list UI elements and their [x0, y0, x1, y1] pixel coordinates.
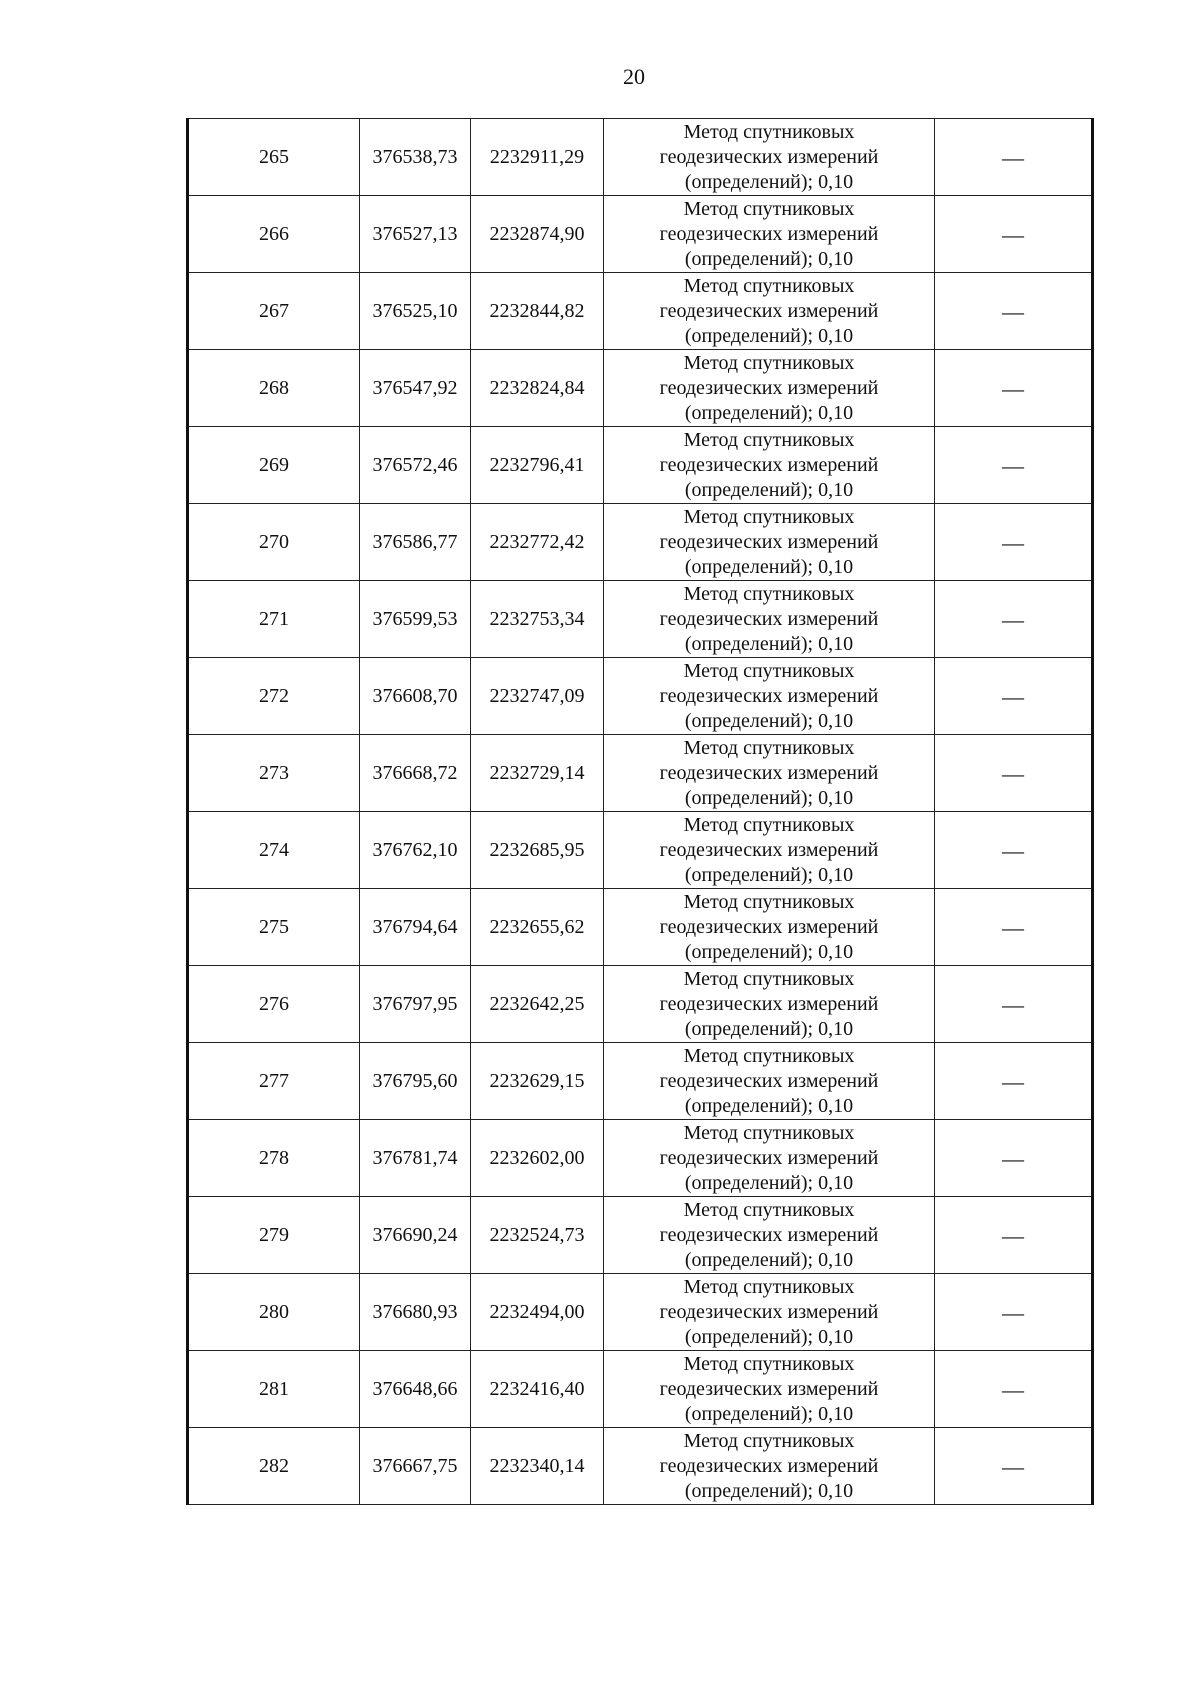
- method-line: (определений); 0,10: [684, 1248, 854, 1271]
- point-number-cell: 272: [188, 658, 360, 735]
- method-line: геодезических измерений: [659, 607, 879, 630]
- x-coordinate-cell: 376795,60: [360, 1043, 471, 1120]
- table-row: [188, 1120, 1093, 1197]
- y-coordinate-cell: 2232642,25: [471, 966, 604, 1043]
- method-line: Метод спутниковых: [683, 120, 855, 143]
- method-line: Метод спутниковых: [683, 1275, 855, 1298]
- page-number: 20: [623, 64, 645, 89]
- method-line: (определений); 0,10: [684, 170, 854, 193]
- method-cell: [604, 273, 935, 350]
- method-line: геодезических измерений: [659, 1146, 879, 1169]
- method-line: геодезических измерений: [659, 838, 879, 861]
- method-line: геодезических измерений: [659, 376, 879, 399]
- method-cell: [604, 735, 935, 812]
- y-coordinate-cell: 2232729,14: [471, 735, 604, 812]
- table-row: [188, 504, 1093, 581]
- point-number-cell: 281: [188, 1351, 360, 1428]
- x-coordinate-cell: 376797,95: [360, 966, 471, 1043]
- method-line: (определений); 0,10: [684, 940, 854, 963]
- method-cell: [604, 119, 935, 196]
- method-line: Метод спутниковых: [683, 428, 855, 451]
- method-line: (определений); 0,10: [684, 1479, 854, 1502]
- method-cell: [604, 196, 935, 273]
- y-coordinate-cell: 2232874,90: [471, 196, 604, 273]
- dash-cell: —: [935, 119, 1093, 196]
- x-coordinate-cell: 376608,70: [360, 658, 471, 735]
- table-row: [188, 889, 1093, 966]
- dash-cell: —: [935, 1120, 1093, 1197]
- method-line: геодезических измерений: [659, 1300, 879, 1323]
- point-number-cell: 278: [188, 1120, 360, 1197]
- method-line: Метод спутниковых: [683, 505, 855, 528]
- method-line: (определений); 0,10: [684, 786, 854, 809]
- method-line: Метод спутниковых: [683, 1352, 855, 1375]
- point-number-cell: 271: [188, 581, 360, 658]
- method-line: геодезических измерений: [659, 222, 879, 245]
- point-number-cell: 268: [188, 350, 360, 427]
- y-coordinate-cell: 2232772,42: [471, 504, 604, 581]
- method-line: геодезических измерений: [659, 992, 879, 1015]
- method-line: Метод спутниковых: [683, 582, 855, 605]
- method-cell: [604, 504, 935, 581]
- method-line: Метод спутниковых: [683, 274, 855, 297]
- method-cell: [604, 1274, 935, 1351]
- table-row: [188, 119, 1093, 196]
- table-row: [188, 1043, 1093, 1120]
- table-row: [188, 966, 1093, 1043]
- y-coordinate-cell: 2232747,09: [471, 658, 604, 735]
- method-cell: [604, 1351, 935, 1428]
- point-number-cell: 269: [188, 427, 360, 504]
- method-line: Метод спутниковых: [683, 967, 855, 990]
- y-coordinate-cell: 2232753,34: [471, 581, 604, 658]
- y-coordinate-cell: 2232796,41: [471, 427, 604, 504]
- method-line: геодезических измерений: [659, 530, 879, 553]
- method-line: (определений); 0,10: [684, 324, 854, 347]
- method-line: (определений); 0,10: [684, 1094, 854, 1117]
- x-coordinate-cell: 376690,24: [360, 1197, 471, 1274]
- method-line: Метод спутниковых: [683, 351, 855, 374]
- table-row: [188, 1197, 1093, 1274]
- dash-cell: —: [935, 1197, 1093, 1274]
- dash-cell: —: [935, 350, 1093, 427]
- table-row: [188, 427, 1093, 504]
- method-line: геодезических измерений: [659, 1377, 879, 1400]
- point-number-cell: 273: [188, 735, 360, 812]
- point-number-cell: 279: [188, 1197, 360, 1274]
- x-coordinate-cell: 376525,10: [360, 273, 471, 350]
- x-coordinate-cell: 376762,10: [360, 812, 471, 889]
- method-line: геодезических измерений: [659, 1454, 879, 1477]
- dash-cell: —: [935, 1043, 1093, 1120]
- point-number-cell: 282: [188, 1428, 360, 1505]
- method-line: Метод спутниковых: [683, 890, 855, 913]
- table-body: [188, 119, 1093, 1505]
- method-line: геодезических измерений: [659, 684, 879, 707]
- method-line: (определений); 0,10: [684, 863, 854, 886]
- x-coordinate-cell: 376586,77: [360, 504, 471, 581]
- y-coordinate-cell: 2232416,40: [471, 1351, 604, 1428]
- method-line: геодезических измерений: [659, 1223, 879, 1246]
- x-coordinate-cell: 376781,74: [360, 1120, 471, 1197]
- x-coordinate-cell: 376648,66: [360, 1351, 471, 1428]
- point-number-cell: 280: [188, 1274, 360, 1351]
- table-row: [188, 1428, 1093, 1505]
- method-line: Метод спутниковых: [683, 736, 855, 759]
- dash-cell: —: [935, 735, 1093, 812]
- table-row: [188, 196, 1093, 273]
- point-number-cell: 275: [188, 889, 360, 966]
- dash-cell: —: [935, 812, 1093, 889]
- method-cell: [604, 889, 935, 966]
- method-line: (определений); 0,10: [684, 1325, 854, 1348]
- method-line: (определений); 0,10: [684, 1402, 854, 1425]
- y-coordinate-cell: 2232629,15: [471, 1043, 604, 1120]
- x-coordinate-cell: 376527,13: [360, 196, 471, 273]
- method-cell: [604, 1428, 935, 1505]
- table-row: [188, 812, 1093, 889]
- method-cell: [604, 658, 935, 735]
- method-line: геодезических измерений: [659, 915, 879, 938]
- y-coordinate-cell: 2232685,95: [471, 812, 604, 889]
- y-coordinate-cell: 2232524,73: [471, 1197, 604, 1274]
- point-number-cell: 274: [188, 812, 360, 889]
- method-cell: [604, 1197, 935, 1274]
- method-line: (определений); 0,10: [684, 478, 854, 501]
- method-line: (определений); 0,10: [684, 632, 854, 655]
- method-line: геодезических измерений: [659, 145, 879, 168]
- method-cell: [604, 812, 935, 889]
- dash-cell: —: [935, 889, 1093, 966]
- dash-cell: —: [935, 1428, 1093, 1505]
- y-coordinate-cell: 2232494,00: [471, 1274, 604, 1351]
- point-number-cell: 270: [188, 504, 360, 581]
- point-number-cell: 266: [188, 196, 360, 273]
- dash-cell: —: [935, 196, 1093, 273]
- point-number-cell: 267: [188, 273, 360, 350]
- method-cell: [604, 966, 935, 1043]
- dash-cell: —: [935, 273, 1093, 350]
- method-cell: [604, 1120, 935, 1197]
- x-coordinate-cell: 376538,73: [360, 119, 471, 196]
- method-line: (определений); 0,10: [684, 1017, 854, 1040]
- table-row: [188, 350, 1093, 427]
- y-coordinate-cell: 2232602,00: [471, 1120, 604, 1197]
- y-coordinate-cell: 2232911,29: [471, 119, 604, 196]
- x-coordinate-cell: 376668,72: [360, 735, 471, 812]
- method-line: Метод спутниковых: [683, 1044, 855, 1067]
- table-row: [188, 658, 1093, 735]
- dash-cell: —: [935, 658, 1093, 735]
- method-line: геодезических измерений: [659, 299, 879, 322]
- point-number-cell: 277: [188, 1043, 360, 1120]
- method-cell: [604, 350, 935, 427]
- dash-cell: —: [935, 427, 1093, 504]
- method-cell: [604, 1043, 935, 1120]
- method-line: (определений); 0,10: [684, 709, 854, 732]
- point-number-cell: 265: [188, 119, 360, 196]
- dash-cell: —: [935, 1351, 1093, 1428]
- y-coordinate-cell: 2232340,14: [471, 1428, 604, 1505]
- table-row: [188, 273, 1093, 350]
- x-coordinate-cell: 376547,92: [360, 350, 471, 427]
- table-row: [188, 1274, 1093, 1351]
- y-coordinate-cell: 2232655,62: [471, 889, 604, 966]
- table-row: [188, 735, 1093, 812]
- table-row: [188, 581, 1093, 658]
- method-line: геодезических измерений: [659, 1069, 879, 1092]
- dash-cell: —: [935, 581, 1093, 658]
- x-coordinate-cell: 376599,53: [360, 581, 471, 658]
- method-line: Метод спутниковых: [683, 1429, 855, 1452]
- y-coordinate-cell: 2232824,84: [471, 350, 604, 427]
- dash-cell: —: [935, 966, 1093, 1043]
- x-coordinate-cell: 376680,93: [360, 1274, 471, 1351]
- x-coordinate-cell: 376794,64: [360, 889, 471, 966]
- method-line: геодезических измерений: [659, 453, 879, 476]
- y-coordinate-cell: 2232844,82: [471, 273, 604, 350]
- method-line: Метод спутниковых: [683, 659, 855, 682]
- dash-cell: —: [935, 504, 1093, 581]
- method-line: (определений); 0,10: [684, 247, 854, 270]
- point-number-cell: 276: [188, 966, 360, 1043]
- dash-cell: —: [935, 1274, 1093, 1351]
- method-cell: [604, 427, 935, 504]
- method-line: Метод спутниковых: [683, 197, 855, 220]
- method-line: (определений); 0,10: [684, 401, 854, 424]
- method-line: Метод спутниковых: [683, 1121, 855, 1144]
- x-coordinate-cell: 376572,46: [360, 427, 471, 504]
- method-line: (определений); 0,10: [684, 1171, 854, 1194]
- method-cell: [604, 581, 935, 658]
- method-line: (определений); 0,10: [684, 555, 854, 578]
- coordinates-table: [186, 118, 1094, 1505]
- method-line: Метод спутниковых: [683, 1198, 855, 1221]
- x-coordinate-cell: 376667,75: [360, 1428, 471, 1505]
- table-row: [188, 1351, 1093, 1428]
- method-line: геодезических измерений: [659, 761, 879, 784]
- method-line: Метод спутниковых: [683, 813, 855, 836]
